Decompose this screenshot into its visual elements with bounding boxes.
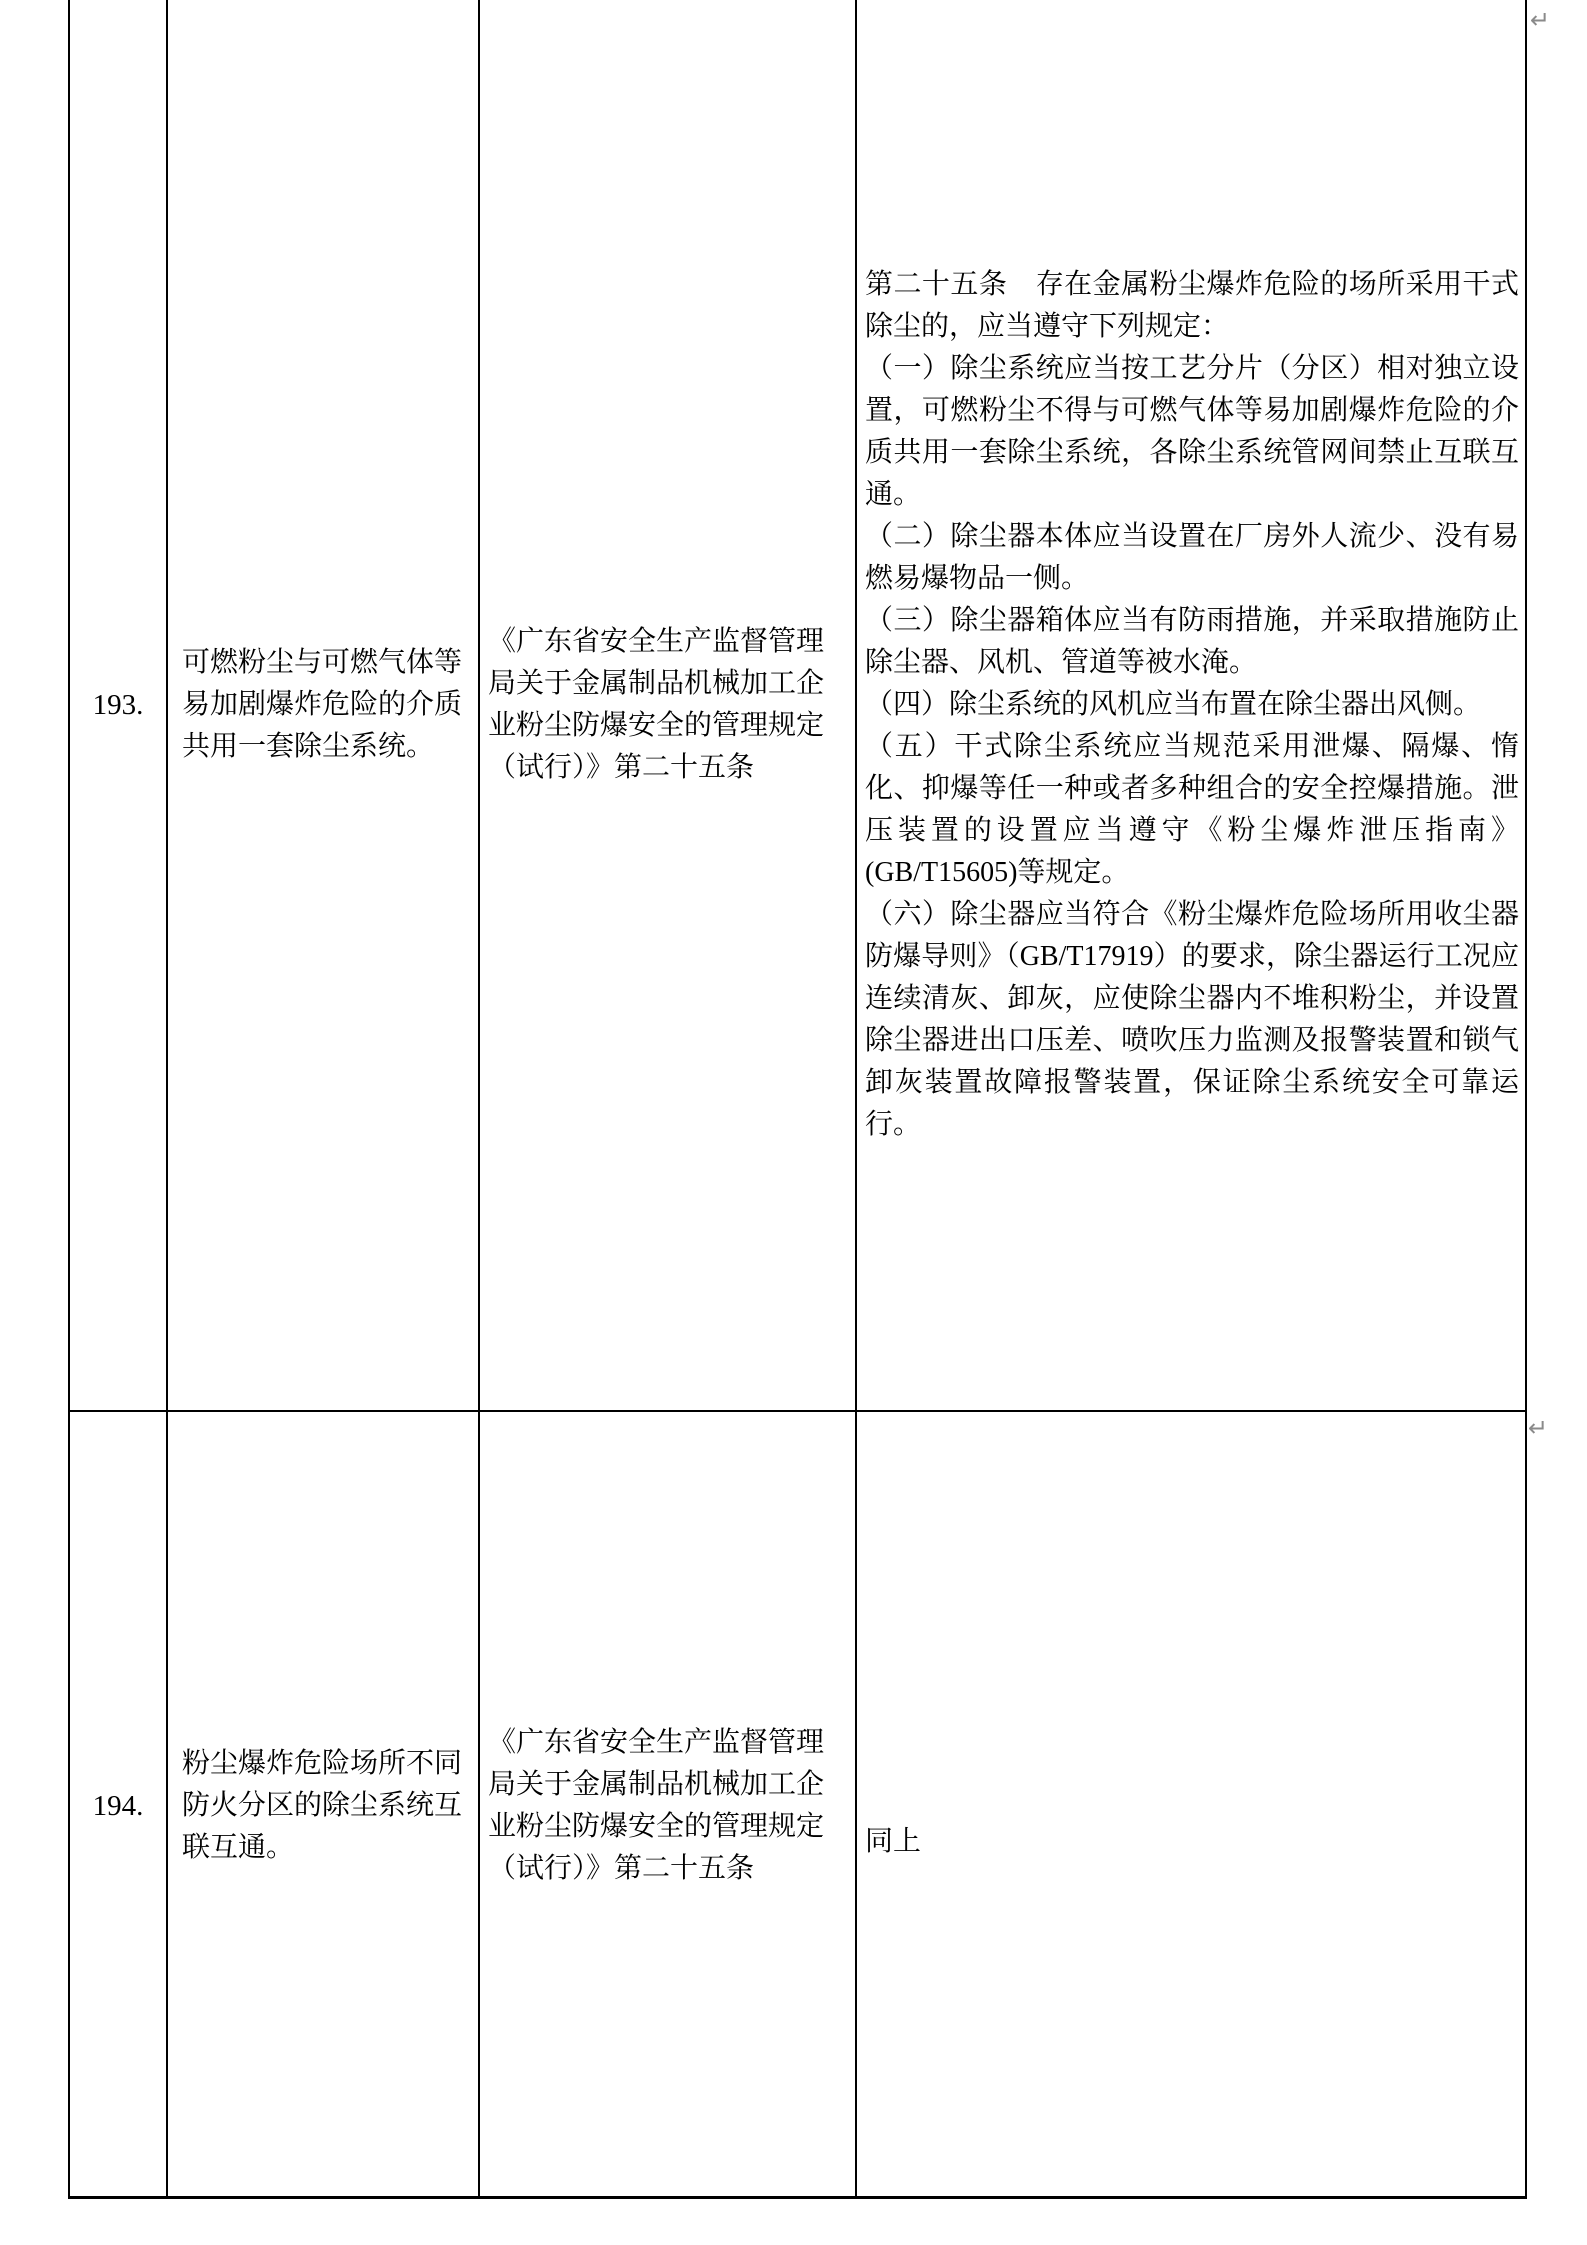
row-number: 194. — [92, 1789, 144, 1822]
row-number-cell — [68, 1412, 166, 2199]
provision-paragraph: （三）除尘器箱体应当有防雨措施，并采取措施防止除尘器、风机、管道等被水淹。 — [865, 605, 1519, 678]
provision-text-cell — [855, 1412, 1527, 2199]
provision-text-cell — [855, 0, 1527, 1412]
legal-basis: 《广东省安全生产监督管理局关于金属制品机械加工企业粉尘防爆安全的管理规定（试行）》第二十五条 — [488, 1726, 825, 1884]
issue-description-cell — [166, 0, 478, 1412]
issue-description: 可燃粉尘与可燃气体等易加剧爆炸危险的介质共用一套除尘系统。 — [182, 647, 463, 762]
provision-paragraph: （六）除尘器应当符合《粉尘爆炸危险场所用收尘器防爆导则》（GB/T17919）的要求，除尘器运行工况应连续清灰、卸灰，应使除尘器内不堆积粉尘，并设置除尘器进出口压差、喷吹压力监测及报警装置和锁气卸灰装置故障报警装置，保证除尘系统安全可靠运行。 — [865, 899, 1519, 1140]
issue-description-cell — [166, 1412, 478, 2199]
row-number-cell — [68, 0, 166, 1412]
provision-paragraph: （四）除尘系统的风机应当布置在除尘器出风侧。 — [865, 689, 1482, 720]
provision-paragraph: 第二十五条 存在金属粉尘爆炸危险的场所采用干式除尘的，应当遵守下列规定： — [865, 269, 1519, 342]
paragraph-return-mark-icon: ↵ — [1528, 1414, 1549, 1442]
provision-paragraph: 同上 — [865, 1825, 922, 1857]
regulation-table — [68, 0, 1527, 2199]
row-number: 193. — [92, 689, 144, 721]
legal-basis-cell — [478, 1412, 855, 2199]
issue-description: 粉尘爆炸危险场所不同防火分区的除尘系统互联互通。 — [182, 1747, 463, 1863]
provision-paragraph: （五）干式除尘系统应当规范采用泄爆、隔爆、惰化、抑爆等任一种或者多种组合的安全控爆措施。泄压装置的设置应当遵守《粉尘爆炸泄压指南》(GB/T15605)等规定。 — [865, 731, 1519, 888]
provision-paragraph: （一）除尘系统应当按工艺分片（分区）相对独立设置，可燃粉尘不得与可燃气体等易加剧爆炸危险的介质共用一套除尘系统，各除尘系统管网间禁止互联互通。 — [865, 353, 1519, 510]
legal-basis: 《广东省安全生产监督管理局关于金属制品机械加工企业粉尘防爆安全的管理规定（试行）》第二十五条 — [488, 626, 825, 783]
provision-paragraph: （二）除尘器本体应当设置在厂房外人流少、没有易燃易爆物品一侧。 — [865, 521, 1519, 594]
legal-basis-cell — [478, 0, 855, 1412]
paragraph-return-mark-icon: ↵ — [1530, 6, 1551, 34]
